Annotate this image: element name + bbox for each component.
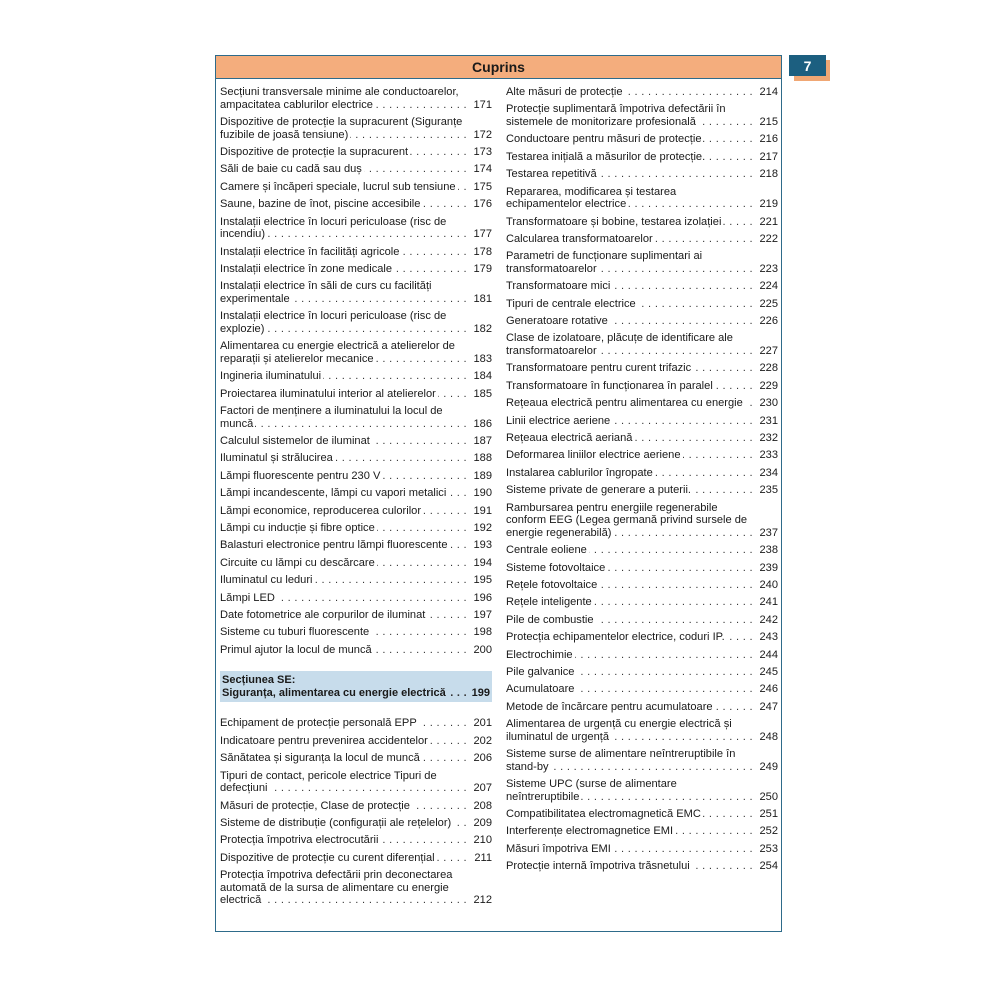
toc-entry-page: 185 xyxy=(469,388,492,401)
toc-entry[interactable] xyxy=(506,843,778,856)
toc-entry-page: 215 xyxy=(755,116,778,129)
toc-entry-page: 192 xyxy=(469,522,492,535)
toc-entry[interactable] xyxy=(220,539,492,552)
toc-entry-page: 246 xyxy=(755,683,778,696)
toc-entry-page: 216 xyxy=(755,133,778,146)
toc-entry-page: 218 xyxy=(755,168,778,181)
toc-entry[interactable] xyxy=(506,315,778,328)
toc-entry-title: Protecție internă împotriva trăsnetului xyxy=(506,860,690,873)
toc-entry-title: Calculul sistemelor de iluminat xyxy=(220,435,370,448)
toc-entry[interactable] xyxy=(220,198,492,211)
toc-header-band xyxy=(216,56,781,79)
toc-entry[interactable] xyxy=(220,505,492,518)
toc-entry-title: Transformatoare mici xyxy=(506,280,611,293)
toc-left-column xyxy=(220,86,492,912)
toc-entry[interactable] xyxy=(220,487,492,500)
toc-entry[interactable] xyxy=(506,484,778,497)
toc-entry[interactable] xyxy=(220,644,492,657)
toc-entry-page: 171 xyxy=(469,99,492,112)
toc-right-column xyxy=(506,86,778,878)
toc-entry-title: Transformatoare în funcționarea în paralel xyxy=(506,379,713,392)
toc-entry[interactable] xyxy=(506,362,778,375)
toc-entry[interactable] xyxy=(220,181,492,194)
toc-entry[interactable] xyxy=(506,683,778,696)
section-heading-se[interactable] xyxy=(220,671,492,702)
toc-entry-page: 198 xyxy=(469,626,492,639)
toc-entry[interactable] xyxy=(220,163,492,176)
toc-entry[interactable] xyxy=(506,825,778,838)
toc-entry-title: Protecția împotriva electrocutării xyxy=(220,834,379,847)
toc-entry-title: Acumulatoare xyxy=(506,683,575,696)
toc-entry[interactable] xyxy=(506,133,778,146)
toc-entry[interactable] xyxy=(506,432,778,445)
toc-entry-page: 231 xyxy=(755,415,778,428)
toc-entry-page: 194 xyxy=(469,557,492,570)
page-number: 7 xyxy=(789,55,826,76)
toc-entry-title: Saune, bazine de înot, piscine accesibile xyxy=(220,198,421,211)
toc-entry[interactable] xyxy=(506,718,778,743)
toc-entry[interactable] xyxy=(220,246,492,259)
toc-entry-page: 222 xyxy=(755,233,778,246)
toc-entry-title: Rețele inteligente xyxy=(506,596,592,609)
toc-entry[interactable] xyxy=(506,778,778,803)
toc-entry[interactable] xyxy=(506,298,778,311)
toc-entry[interactable] xyxy=(220,310,492,335)
toc-entry[interactable] xyxy=(506,168,778,181)
toc-entry[interactable] xyxy=(506,544,778,557)
toc-entry-page: 230 xyxy=(755,397,778,410)
toc-entry[interactable] xyxy=(506,233,778,246)
toc-entry-page: 252 xyxy=(755,825,778,838)
toc-entry-page: 224 xyxy=(755,280,778,293)
toc-entry[interactable] xyxy=(220,470,492,483)
toc-entry-page: 237 xyxy=(755,527,778,540)
toc-entry-page: 226 xyxy=(755,315,778,328)
toc-entry-title: Metode de încărcare pentru acumulatoare xyxy=(506,700,713,713)
toc-entry-page: 221 xyxy=(755,216,778,229)
toc-entry-page: 174 xyxy=(469,163,492,176)
toc-entry-title: Rețele fotovoltaice xyxy=(506,578,598,591)
section-label: Secțiunea SE: xyxy=(222,674,296,687)
toc-entry-page: 193 xyxy=(469,539,492,552)
toc-entry-page: 248 xyxy=(755,731,778,744)
toc-entry-page: 239 xyxy=(755,562,778,575)
toc-entry-page: 187 xyxy=(469,435,492,448)
toc-entry-page: 227 xyxy=(755,345,778,358)
toc-entry-title: Sănătatea și siguranța la locul de muncă xyxy=(220,752,420,765)
toc-entry-title: Indicatoare pentru prevenirea accidentelor xyxy=(220,734,428,747)
toc-entry[interactable] xyxy=(220,800,492,813)
toc-entry-title: Calcularea transformatoarelor xyxy=(506,232,653,245)
toc-entry-title: Alimentarea cu energie electrică a atelierelor de reparații și atelierelor mecanice xyxy=(220,340,455,365)
toc-entry-title: Rețeaua electrică aeriană xyxy=(506,432,633,445)
toc-entry-page: 232 xyxy=(755,432,778,445)
toc-entry[interactable] xyxy=(220,370,492,383)
toc-entry-title: Alimentarea de urgență cu energie electrică și iluminatul de urgență xyxy=(506,718,732,743)
toc-entry-page: 238 xyxy=(755,544,778,557)
toc-entry[interactable] xyxy=(220,770,492,795)
toc-entry-title: Sisteme cu tuburi fluorescente xyxy=(220,626,370,639)
toc-entry[interactable] xyxy=(220,146,492,159)
toc-entry-page: 240 xyxy=(755,579,778,592)
toc-entry-page: 244 xyxy=(755,649,778,662)
toc-entry-page: 183 xyxy=(469,353,492,366)
toc-entry-page: 175 xyxy=(469,181,492,194)
toc-entry-page: 228 xyxy=(755,362,778,375)
toc-entry-page: 190 xyxy=(469,487,492,500)
toc-entry-page: 210 xyxy=(469,834,492,847)
toc-entry[interactable] xyxy=(506,649,778,662)
section-title: Siguranța, alimentarea cu energie electrică xyxy=(222,686,446,699)
toc-entry-title: Dispozitive de protecție la supracurent (Siguranțe fuzibile de joasă tensiune) xyxy=(220,115,463,141)
toc-entry-page: 197 xyxy=(469,609,492,622)
toc-entry-title: Instalarea cablurilor îngropate xyxy=(506,466,653,479)
toc-entry-title: Lămpi cu inducție și fibre optice xyxy=(220,521,375,534)
toc-entry[interactable] xyxy=(220,752,492,765)
toc-entry-page: 206 xyxy=(469,752,492,765)
toc-entry-title: Măsuri împotriva EMI xyxy=(506,842,611,855)
toc-entry-title: Săli de baie cu cadă sau duș xyxy=(220,163,362,176)
toc-entry[interactable] xyxy=(220,405,492,430)
toc-entry-title: Protecția echipamentelor electrice, coduri IP. xyxy=(506,631,725,644)
toc-entry-page: 249 xyxy=(755,761,778,774)
toc-entry[interactable] xyxy=(506,808,778,821)
toc-entry[interactable] xyxy=(220,340,492,365)
toc-entry-title: Transformatoare pentru curent trifazic xyxy=(506,362,692,375)
toc-entry-page: 177 xyxy=(469,228,492,241)
toc-entry-title: Deformarea liniilor electrice aeriene xyxy=(506,449,681,462)
toc-entry-page: 247 xyxy=(755,701,778,714)
toc-entry-title: Instalații electrice în locuri periculoase (risc de explozie) xyxy=(220,310,447,335)
toc-entry-title: Circuite cu lămpi cu descărcare xyxy=(220,556,375,569)
toc-entry-title: Parametri de funcționare suplimentari ai transformatoarelor xyxy=(506,250,703,275)
toc-entry-title: Testarea repetitivă xyxy=(506,168,597,181)
toc-entry-page: 209 xyxy=(469,817,492,830)
toc-entry-title: Centrale eoliene xyxy=(506,544,587,557)
toc-entry[interactable] xyxy=(220,817,492,830)
toc-entry-page: 184 xyxy=(469,370,492,383)
toc-entry-page: 251 xyxy=(755,808,778,821)
toc-entry[interactable] xyxy=(220,574,492,587)
section-page: 199 xyxy=(467,687,490,700)
toc-entry[interactable] xyxy=(220,388,492,401)
toc-entry-title: Tipuri de contact, pericole electrice Tipuri de defecțiuni xyxy=(220,769,437,795)
toc-entry[interactable] xyxy=(220,869,492,907)
toc-entry-title: Instalații electrice în săli de curs cu facilități experimentale xyxy=(220,280,432,305)
toc-entry-title: Dispozitive de protecție cu curent diferențial xyxy=(220,851,435,864)
toc-entry-page: 211 xyxy=(469,852,492,865)
page-number-badge xyxy=(789,55,831,83)
toc-entry[interactable] xyxy=(220,452,492,465)
toc-entry[interactable] xyxy=(506,860,778,873)
toc-entry-title: Linii electrice aeriene xyxy=(506,414,611,427)
toc-entry-title: Camere și încăperi speciale, lucrul sub tensiune xyxy=(220,180,456,193)
toc-entry[interactable] xyxy=(506,151,778,164)
toc-entry[interactable] xyxy=(506,86,778,99)
toc-entry-page: 200 xyxy=(469,644,492,657)
toc-entry[interactable] xyxy=(506,701,778,714)
toc-entry[interactable] xyxy=(506,280,778,293)
toc-entry-title: Generatoare rotative xyxy=(506,315,608,328)
toc-entry[interactable] xyxy=(220,626,492,639)
toc-entry-page: 219 xyxy=(755,198,778,211)
toc-entry[interactable] xyxy=(506,562,778,575)
toc-entry[interactable] xyxy=(220,263,492,276)
toc-entry-title: Secțiuni transversale minime ale conductoarelor, ampacitatea cablurilor electrice xyxy=(220,86,459,111)
toc-entry-page: 250 xyxy=(755,791,778,804)
toc-entry-page: 196 xyxy=(469,592,492,605)
toc-entry-page: 189 xyxy=(469,470,492,483)
toc-entry-title: Date fotometrice ale corpurilor de iluminat xyxy=(220,608,426,621)
toc-entry[interactable] xyxy=(506,748,778,773)
toc-entry[interactable] xyxy=(506,250,778,275)
toc-entry-page: 172 xyxy=(469,129,492,142)
toc-entry-title: Alte măsuri de protecție xyxy=(506,86,623,98)
toc-entry[interactable] xyxy=(506,216,778,229)
toc-entry-page: 217 xyxy=(755,151,778,164)
toc-entry-title: Proiectarea iluminatului interior al atelierelor xyxy=(220,387,436,400)
toc-entry[interactable] xyxy=(506,449,778,462)
toc-entry-title: Lămpi incandescente, lămpi cu vapori metalici xyxy=(220,487,447,500)
toc-entry-page: 233 xyxy=(755,449,778,462)
toc-entry-title: Testarea inițială a măsurilor de protecție. xyxy=(506,150,706,163)
toc-entry[interactable] xyxy=(506,579,778,592)
toc-entry-page: 179 xyxy=(469,263,492,276)
toc-entry-title: Transformatoare și bobine, testarea izolației xyxy=(506,215,722,228)
toc-entry-page: 202 xyxy=(469,735,492,748)
toc-entry-page: 241 xyxy=(755,596,778,609)
toc-entry[interactable] xyxy=(220,116,492,141)
toc-entry-page: 173 xyxy=(469,146,492,159)
toc-entry-title: Iluminatul și strălucirea xyxy=(220,452,333,465)
toc-entry[interactable] xyxy=(220,216,492,241)
toc-entry-page: 214 xyxy=(755,86,778,99)
toc-entry-page: 188 xyxy=(469,452,492,465)
toc-entry-page: 182 xyxy=(469,323,492,336)
toc-entry[interactable] xyxy=(220,522,492,535)
toc-entry[interactable] xyxy=(506,631,778,644)
toc-entry[interactable] xyxy=(220,717,492,730)
toc-entry-title: Sisteme surse de alimentare neîntreruptibile în stand-by xyxy=(506,748,736,773)
toc-entry[interactable] xyxy=(220,592,492,605)
toc-entry-page: 195 xyxy=(469,574,492,587)
toc-entry-page: 208 xyxy=(469,800,492,813)
toc-entry[interactable] xyxy=(220,280,492,305)
toc-entry-page: 234 xyxy=(755,467,778,480)
toc-entry-title: Dispozitive de protecție la supracurent xyxy=(220,145,409,158)
toc-entry-page: 186 xyxy=(469,418,492,431)
toc-entry-page: 207 xyxy=(469,782,492,795)
toc-entry-title: Tipuri de centrale electrice xyxy=(506,297,636,310)
toc-entry-title: Sisteme private de generare a puterii. xyxy=(506,484,691,497)
toc-title: Cuprins xyxy=(472,59,525,75)
toc-entry-title: Măsuri de protecție, Clase de protecție xyxy=(220,799,410,812)
toc-entry-page: 176 xyxy=(469,198,492,211)
toc-entry-page: 212 xyxy=(469,894,492,907)
toc-entry-title: Clase de izolatoare, plăcuțe de identificare ale transformatoarelor xyxy=(506,332,733,358)
toc-entry[interactable] xyxy=(220,557,492,570)
toc-entry-title: Sisteme de distribuție (configurații ale rețelelor) xyxy=(220,817,452,830)
toc-entry-page: 225 xyxy=(755,298,778,311)
toc-entry[interactable] xyxy=(506,467,778,480)
toc-entry-title: Rețeaua electrică pentru alimentarea cu energie xyxy=(506,397,743,410)
toc-entry-page: 253 xyxy=(755,843,778,856)
toc-entry[interactable] xyxy=(220,735,492,748)
toc-entry[interactable] xyxy=(506,614,778,627)
toc-entry[interactable] xyxy=(220,435,492,448)
toc-entry-page: 243 xyxy=(755,631,778,644)
toc-entry[interactable] xyxy=(220,609,492,622)
toc-entry-title: Protecția împotriva defectării prin deconectarea automată de la sursa de alimentare cu energie electrică xyxy=(220,869,453,907)
toc-entry-page: 178 xyxy=(469,246,492,259)
toc-entry[interactable] xyxy=(506,186,778,211)
toc-entry-title: Iluminatul cu leduri xyxy=(220,574,313,587)
toc-entry-title: Balasturi electronice pentru lămpi fluorescente xyxy=(220,539,448,552)
toc-entry-title: Interferențe electromagnetice EMI xyxy=(506,825,674,838)
toc-entry-title: Sisteme fotovoltaice xyxy=(506,561,606,574)
toc-entry-title: Rambursarea pentru energiile regenerabile conform EEG (Legea germană privind sursele de energie regenerabilă) xyxy=(506,501,748,539)
toc-entry-page: 201 xyxy=(469,717,492,730)
toc-entry-page: 229 xyxy=(755,380,778,393)
toc-entry[interactable] xyxy=(506,596,778,609)
toc-entry-title: Pile de combustie xyxy=(506,613,594,626)
toc-entry-title: Instalații electrice în locuri periculoase (risc de incendiu) xyxy=(220,215,447,241)
toc-entry-title: Conductoare pentru măsuri de protecție xyxy=(506,133,702,146)
toc-entry-title: Lămpi fluorescente pentru 230 V xyxy=(220,469,381,482)
toc-entry-page: 245 xyxy=(755,666,778,679)
toc-entry-page: 254 xyxy=(755,860,778,873)
toc-entry-title: Lămpi LED xyxy=(220,591,275,604)
toc-entry[interactable] xyxy=(506,397,778,410)
toc-entry-page: 242 xyxy=(755,614,778,627)
toc-entry[interactable] xyxy=(220,86,492,111)
toc-entry-title: Sisteme UPC (surse de alimentare neîntreruptibile xyxy=(506,778,677,803)
toc-entry[interactable] xyxy=(220,852,492,865)
toc-entry[interactable] xyxy=(506,380,778,393)
section-entry xyxy=(222,687,490,700)
toc-entry[interactable] xyxy=(506,502,778,540)
toc-entry[interactable] xyxy=(506,666,778,679)
toc-entry-title: Echipament de protecție personală EPP xyxy=(220,717,417,730)
toc-entry-page: 223 xyxy=(755,263,778,276)
toc-entry-title: Lămpi economice, reproducerea culorilor xyxy=(220,504,422,517)
toc-entry-page: 235 xyxy=(755,484,778,497)
toc-entry-title: Pile galvanice xyxy=(506,665,575,678)
toc-entry[interactable] xyxy=(506,415,778,428)
toc-entry-title: Instalații electrice în facilități agricole xyxy=(220,245,400,258)
toc-entry-title: Protecție suplimentară împotriva defectării în sistemele de monitorizare profesională xyxy=(506,103,726,128)
toc-entry-title: Factori de menținere a iluminatului la locul de muncă xyxy=(220,405,443,430)
toc-entry-page: 181 xyxy=(469,293,492,306)
toc-entry-title: Electrochimie xyxy=(506,648,573,661)
toc-entry-page: 191 xyxy=(469,505,492,518)
toc-entry-title: Repararea, modificarea și testarea echipamentelor electrice xyxy=(506,185,677,211)
toc-entry-title: Compatibilitatea electromagnetică EMC xyxy=(506,808,701,821)
toc-entry[interactable] xyxy=(506,103,778,128)
toc-entry-title: Instalații electrice în zone medicale xyxy=(220,262,393,275)
toc-entry-title: Ingineria iluminatului xyxy=(220,370,322,383)
toc-entry[interactable] xyxy=(506,332,778,357)
toc-entry[interactable] xyxy=(220,834,492,847)
toc-entry-title: Primul ajutor la locul de muncă xyxy=(220,643,372,656)
